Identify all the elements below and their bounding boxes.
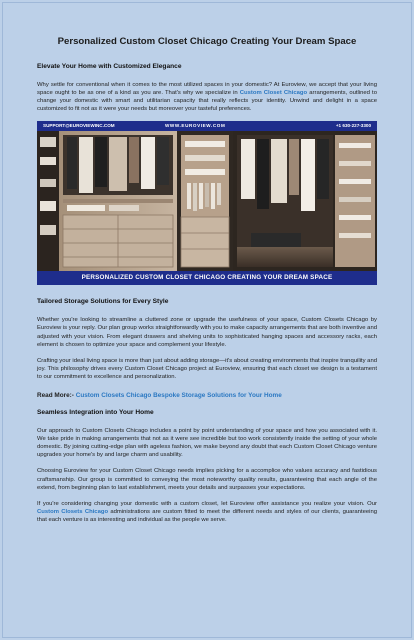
- closing-paragraph: [37, 500, 377, 524]
- paragraph: Whether you're looking to streamline a cluttered zone or upgrade the usefulness of your space, Custom Closets Chicago by Euroview is your reply. Our plan group works straightforwardly with you to make capacity arrangements that are both inventive and adjusted with your vision. From elegant drawers and shelving units to sophisticated hanging spaces and accessory racks, each element is chosen to optimize your space and complement your lifestyle.: [37, 317, 377, 348]
- paragraph: Crafting your ideal living space is more than just about adding storage—it's about creating environments that inspire tranquility and joy. This philosophy drives every Custom Closet Chicago project at Euroview, ensuring that each closet we design is a testament to our commitment to excellence and personalization.: [37, 357, 377, 380]
- banner-website: WWW.EUROVIEW.COM: [165, 123, 226, 129]
- custom-closet-chicago-link[interactable]: Custom Closet Chicago: [239, 90, 308, 97]
- read-more-link[interactable]: Custom Closets Chicago Bespoke Storage Solutions for Your Home: [75, 392, 282, 400]
- paragraph: Choosing Euroview for your Custom Closet Chicago needs implies picking for a accomplice who values accuracy and fastidious craftsmanship. Our group is committed to conveying the most noteworthy quality results, guaranteeing that each angle of the extend, from beginning plan to last establishment, meets your details and surpasses your expectations.: [37, 468, 377, 491]
- paragraph-text: arrangements, outlined to change your domestic with smart and utilitarian capacity that really reflects your identity. Unwind and delight in a space customized to fit not as it were your needs but moreover your tasteful preferences.: [37, 90, 377, 113]
- banner-contact-bar: [37, 121, 377, 131]
- custom-closets-chicago-link[interactable]: Custom Closets Chicago: [37, 508, 109, 515]
- paragraph-text: administrations are custom fitted to meet the different needs and styles of our clients, guaranteeing that each venture is as interesting and individual as the people we serve.: [37, 508, 377, 523]
- section-heading: Seamless Integration into Your Home: [37, 409, 154, 417]
- paragraph-text: If you're considering changing your domestic with a custom closet, let Euroview offer assistance you realize your vision. Our: [37, 500, 377, 507]
- closet-banner-image: [37, 121, 377, 285]
- section-heading: Elevate Your Home with Customized Elegance: [37, 63, 182, 70]
- section-heading: Tailored Storage Solutions for Every Style: [37, 298, 169, 306]
- document-title: Personalized Custom Closet Chicago Creating Your Dream Space: [57, 36, 357, 47]
- paragraph: Our approach to Custom Closets Chicago includes a point by point understanding of your space and how you associated with it. We take pride in making arrangements that not as it were see incredible but too work consistently inside the setting of your whole domestic. By joining cutting-edge plan with ageless fashion, we make beyond any doubt that each Custom Closet Chicago venture upgrades your home's by and large charm and usability.: [37, 428, 377, 459]
- intro-paragraph: [37, 81, 377, 113]
- paragraph-text: Why settle for conventional when it comes to the most utilized spaces in your domestic? At Euroview, we accept that your living space ought to be as one of a kind as you are. That's why we specialize in: [37, 82, 377, 97]
- banner-phone: +1 630-227-3300: [335, 123, 371, 129]
- banner-email: SUPPORT@EUROVIEWINC.COM: [43, 123, 115, 129]
- read-more-label: Read More:-: [37, 392, 76, 400]
- document-body: [37, 36, 377, 524]
- closet-photo: [37, 131, 377, 271]
- read-more: [37, 391, 377, 400]
- banner-caption: PERSONALIZED CUSTOM CLOSET CHICAGO CREATING YOUR DREAM SPACE: [37, 271, 377, 285]
